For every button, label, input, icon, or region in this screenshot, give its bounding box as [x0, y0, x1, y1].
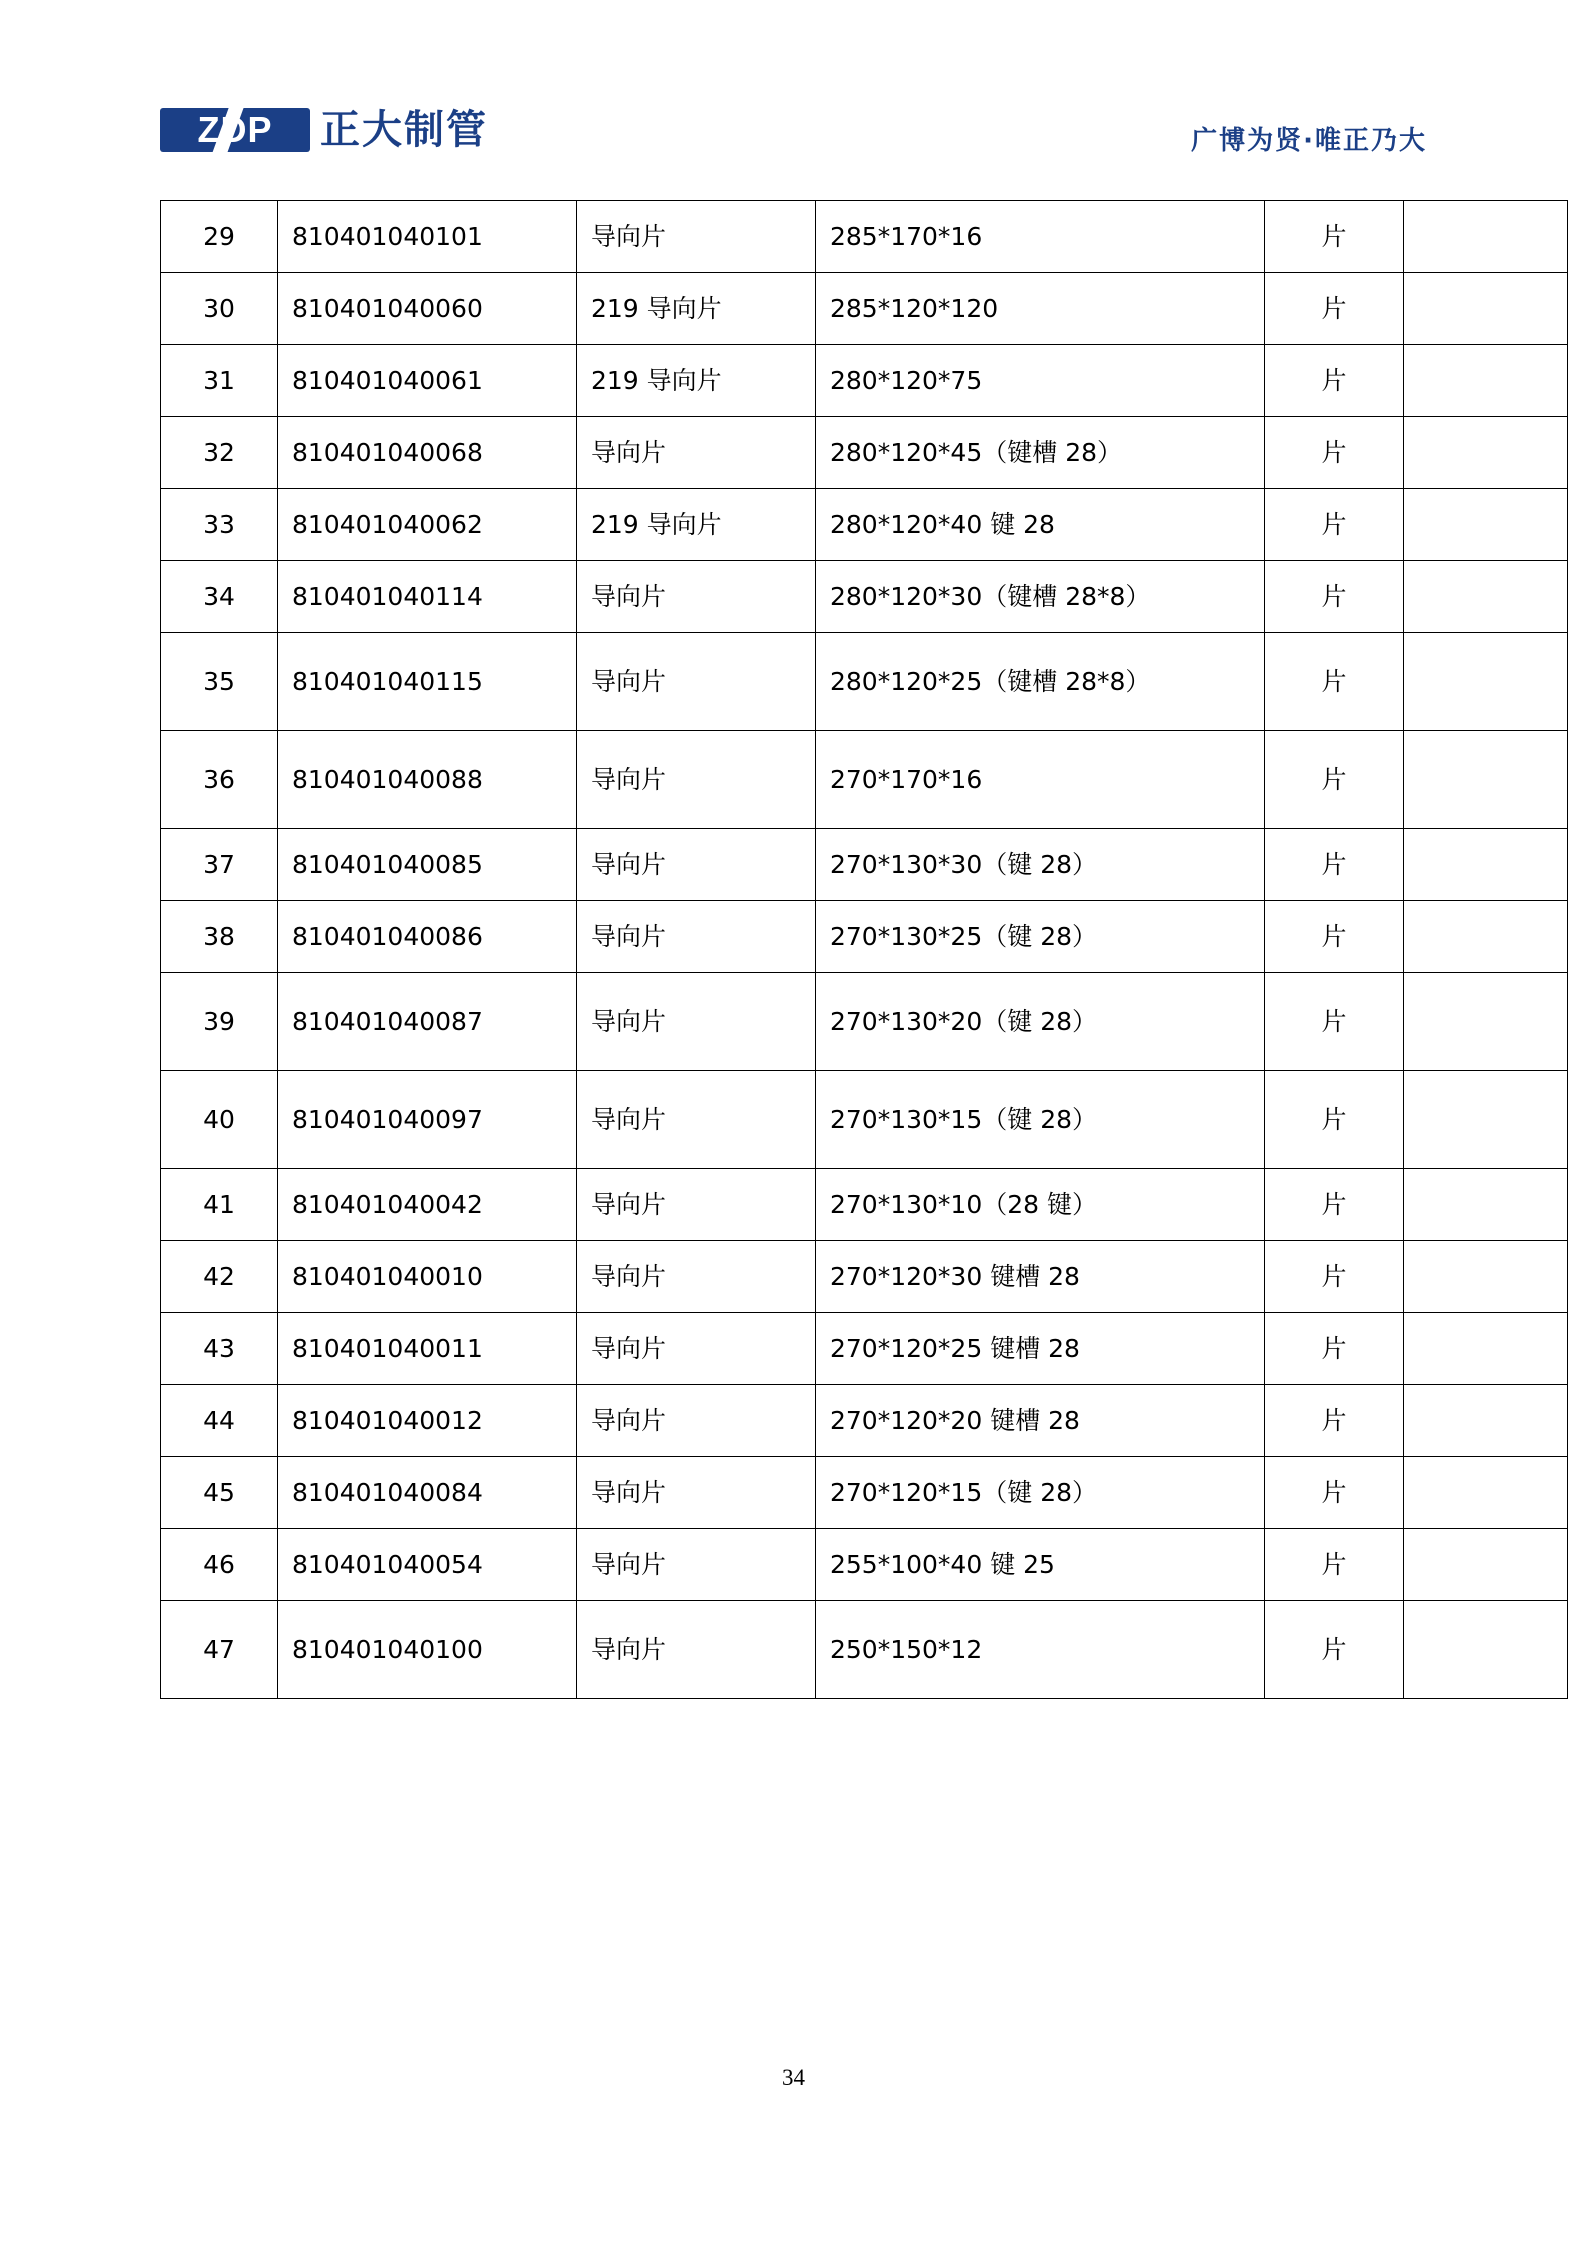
- cell-spec: 280*120*25（键槽 28*8）: [816, 633, 1265, 731]
- cell-index: 32: [161, 417, 278, 489]
- cell-spec: 270*170*16: [816, 731, 1265, 829]
- table-row: [161, 273, 1568, 345]
- cell-name: 导向片: [577, 901, 816, 973]
- cell-empty: [1404, 829, 1568, 901]
- cell-index: 34: [161, 561, 278, 633]
- table-row: [161, 973, 1568, 1071]
- cell-unit: 片: [1265, 1313, 1404, 1385]
- cell-empty: [1404, 1457, 1568, 1529]
- cell-empty: [1404, 1169, 1568, 1241]
- cell-code: 810401040115: [278, 633, 577, 731]
- cell-code: 810401040054: [278, 1529, 577, 1601]
- cell-index: 29: [161, 201, 278, 273]
- cell-unit: 片: [1265, 561, 1404, 633]
- cell-spec: 280*120*45（键槽 28）: [816, 417, 1265, 489]
- cell-spec: 270*130*30（键 28）: [816, 829, 1265, 901]
- table-row: [161, 731, 1568, 829]
- cell-code: 810401040011: [278, 1313, 577, 1385]
- cell-code: 810401040101: [278, 201, 577, 273]
- company-logo: [160, 108, 488, 152]
- cell-index: 36: [161, 731, 278, 829]
- cell-spec: 270*120*15（键 28）: [816, 1457, 1265, 1529]
- cell-unit: 片: [1265, 1529, 1404, 1601]
- cell-name: 导向片: [577, 561, 816, 633]
- cell-empty: [1404, 901, 1568, 973]
- cell-unit: 片: [1265, 1601, 1404, 1699]
- cell-unit: 片: [1265, 1457, 1404, 1529]
- cell-name: 导向片: [577, 633, 816, 731]
- cell-index: 42: [161, 1241, 278, 1313]
- cell-empty: [1404, 633, 1568, 731]
- cell-index: 46: [161, 1529, 278, 1601]
- cell-unit: 片: [1265, 633, 1404, 731]
- table-row: [161, 1241, 1568, 1313]
- cell-unit: 片: [1265, 417, 1404, 489]
- cell-unit: 片: [1265, 973, 1404, 1071]
- table-row: [161, 1457, 1568, 1529]
- cell-unit: 片: [1265, 1241, 1404, 1313]
- table-row: [161, 1313, 1568, 1385]
- cell-code: 810401040068: [278, 417, 577, 489]
- cell-name: 导向片: [577, 1169, 816, 1241]
- cell-code: 810401040085: [278, 829, 577, 901]
- cell-empty: [1404, 1601, 1568, 1699]
- cell-name: 导向片: [577, 829, 816, 901]
- table-row: [161, 561, 1568, 633]
- cell-empty: [1404, 489, 1568, 561]
- cell-code: 810401040042: [278, 1169, 577, 1241]
- cell-code: 810401040061: [278, 345, 577, 417]
- table-row: [161, 633, 1568, 731]
- cell-name: 导向片: [577, 1529, 816, 1601]
- cell-spec: 280*120*75: [816, 345, 1265, 417]
- cell-unit: 片: [1265, 901, 1404, 973]
- table-row: [161, 489, 1568, 561]
- cell-index: 30: [161, 273, 278, 345]
- cell-code: 810401040087: [278, 973, 577, 1071]
- cell-code: 810401040012: [278, 1385, 577, 1457]
- cell-unit: 片: [1265, 1169, 1404, 1241]
- cell-unit: 片: [1265, 1071, 1404, 1169]
- cell-name: 219 导向片: [577, 273, 816, 345]
- cell-index: 41: [161, 1169, 278, 1241]
- cell-index: 31: [161, 345, 278, 417]
- cell-empty: [1404, 273, 1568, 345]
- cell-index: 40: [161, 1071, 278, 1169]
- cell-unit: 片: [1265, 489, 1404, 561]
- cell-unit: 片: [1265, 201, 1404, 273]
- cell-empty: [1404, 1529, 1568, 1601]
- materials-table: [160, 200, 1568, 1699]
- cell-name: 导向片: [577, 1241, 816, 1313]
- cell-code: 810401040088: [278, 731, 577, 829]
- cell-code: 810401040060: [278, 273, 577, 345]
- cell-name: 219 导向片: [577, 345, 816, 417]
- cell-spec: 285*170*16: [816, 201, 1265, 273]
- cell-spec: 270*120*25 键槽 28: [816, 1313, 1265, 1385]
- table-row: [161, 417, 1568, 489]
- cell-index: 39: [161, 973, 278, 1071]
- cell-spec: 270*120*30 键槽 28: [816, 1241, 1265, 1313]
- cell-empty: [1404, 1241, 1568, 1313]
- cell-name: 导向片: [577, 1601, 816, 1699]
- table-row: [161, 901, 1568, 973]
- cell-empty: [1404, 561, 1568, 633]
- materials-table-body: [161, 201, 1568, 1699]
- company-slogan: 广博为贤·唯正乃大: [1191, 126, 1427, 156]
- cell-spec: 280*120*40 键 28: [816, 489, 1265, 561]
- cell-name: 导向片: [577, 201, 816, 273]
- cell-index: 33: [161, 489, 278, 561]
- cell-spec: 270*130*15（键 28）: [816, 1071, 1265, 1169]
- cell-spec: 285*120*120: [816, 273, 1265, 345]
- cell-spec: 270*130*20（键 28）: [816, 973, 1265, 1071]
- page-header: [160, 108, 1427, 178]
- cell-spec: 270*130*25（键 28）: [816, 901, 1265, 973]
- zdp-logo-icon: [160, 108, 310, 152]
- cell-spec: 270*130*10（28 键）: [816, 1169, 1265, 1241]
- cell-code: 810401040100: [278, 1601, 577, 1699]
- cell-name: 导向片: [577, 731, 816, 829]
- cell-spec: 250*150*12: [816, 1601, 1265, 1699]
- cell-unit: 片: [1265, 1385, 1404, 1457]
- cell-name: 导向片: [577, 1385, 816, 1457]
- cell-code: 810401040084: [278, 1457, 577, 1529]
- cell-name: 219 导向片: [577, 489, 816, 561]
- cell-empty: [1404, 1385, 1568, 1457]
- cell-spec: 270*120*20 键槽 28: [816, 1385, 1265, 1457]
- cell-spec: 255*100*40 键 25: [816, 1529, 1265, 1601]
- logo-mark-text: ZDP: [197, 109, 273, 150]
- table-row: [161, 1601, 1568, 1699]
- cell-unit: 片: [1265, 345, 1404, 417]
- cell-empty: [1404, 417, 1568, 489]
- table-row: [161, 829, 1568, 901]
- table-row: [161, 1169, 1568, 1241]
- cell-name: 导向片: [577, 417, 816, 489]
- cell-index: 37: [161, 829, 278, 901]
- cell-empty: [1404, 1071, 1568, 1169]
- cell-spec: 280*120*30（键槽 28*8）: [816, 561, 1265, 633]
- cell-unit: 片: [1265, 273, 1404, 345]
- cell-index: 45: [161, 1457, 278, 1529]
- table-row: [161, 1529, 1568, 1601]
- cell-empty: [1404, 731, 1568, 829]
- cell-name: 导向片: [577, 1457, 816, 1529]
- cell-empty: [1404, 345, 1568, 417]
- cell-empty: [1404, 201, 1568, 273]
- cell-code: 810401040086: [278, 901, 577, 973]
- cell-code: 810401040114: [278, 561, 577, 633]
- cell-index: 43: [161, 1313, 278, 1385]
- cell-index: 35: [161, 633, 278, 731]
- cell-index: 38: [161, 901, 278, 973]
- cell-name: 导向片: [577, 1071, 816, 1169]
- cell-code: 810401040010: [278, 1241, 577, 1313]
- logo-company-name: 正大制管: [320, 107, 488, 153]
- cell-index: 47: [161, 1601, 278, 1699]
- cell-code: 810401040097: [278, 1071, 577, 1169]
- table-row: [161, 1071, 1568, 1169]
- page-number: 34: [782, 2065, 805, 2090]
- cell-unit: 片: [1265, 829, 1404, 901]
- table-row: [161, 345, 1568, 417]
- cell-index: 44: [161, 1385, 278, 1457]
- cell-code: 810401040062: [278, 489, 577, 561]
- cell-empty: [1404, 1313, 1568, 1385]
- materials-table-container: [160, 200, 1427, 1699]
- cell-name: 导向片: [577, 973, 816, 1071]
- cell-name: 导向片: [577, 1313, 816, 1385]
- cell-unit: 片: [1265, 731, 1404, 829]
- table-row: [161, 1385, 1568, 1457]
- table-row: [161, 201, 1568, 273]
- cell-empty: [1404, 973, 1568, 1071]
